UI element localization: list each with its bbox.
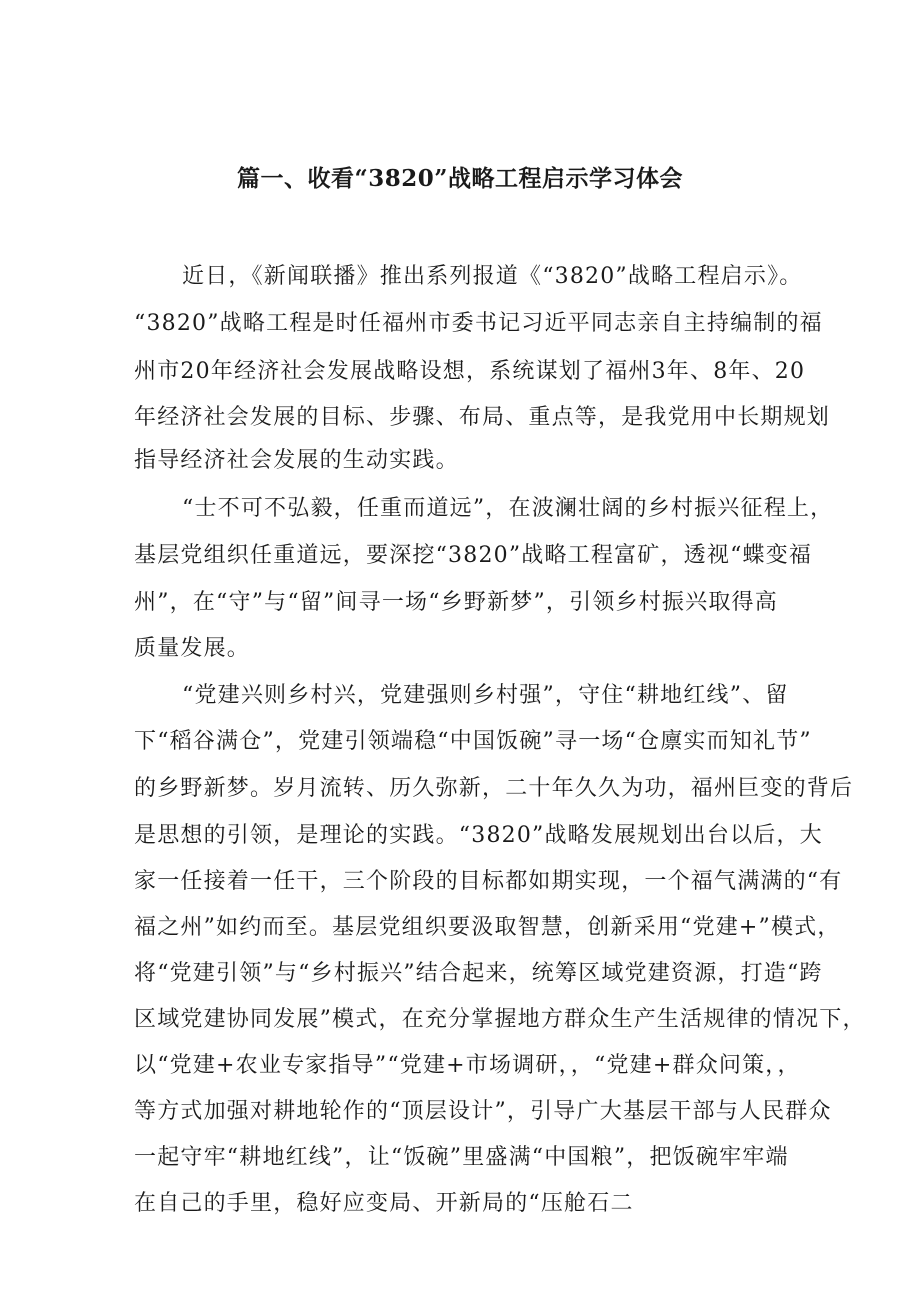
paragraph-2-line-3: 州”，在“守”与“留”间寻一场“乡野新梦”，引领乡村振兴取得高 (134, 590, 778, 615)
paragraph-3-line-12: 在自己的手里，稳好应变局、开新局的“压舱石二 (134, 1191, 634, 1216)
paragraph-3-line-6: 福之州”如约而至。基层党组织要汲取智慧，创新采用“党建+”模式， (134, 915, 841, 940)
page-title: 篇一、收看“3820”战略工程启示学习体会 (237, 165, 683, 192)
paragraph-1-line-3: 州市20年经济社会发展战略设想，系统谋划了福州3年、8年、20 (134, 359, 806, 384)
paragraph-3-line-2: 下“稻谷满仓”，党建引领端稳“中国饭碗”寻一场“仓廪实而知礼节” (134, 729, 812, 754)
paragraph-3-line-10: 等方式加强对耕地轮作的“顶层设计”，引导广大基层干部与人民群众 (134, 1099, 832, 1124)
paragraph-2-line-4: 质量发展。 (134, 636, 251, 661)
paragraph-1-line-2: “3820”战略工程是时任福州市委书记习近平同志亲自主持编制的福 (134, 311, 823, 336)
paragraph-1-line-4: 年经济社会发展的目标、步骤、布局、重点等，是我党用中长期规划 (134, 405, 831, 430)
paragraph-3-line-11: 一起守牢“耕地红线”，让“饭碗”里盛满“中国粮”，把饭碗牢牢端 (134, 1145, 789, 1170)
paragraph-2-line-1: “士不可不弘毅，任重而道远”，在波澜壮阔的乡村振兴征程上， (182, 496, 834, 521)
paragraph-3-line-5: 家一任接着一任干，三个阶段的目标都如期实现，一个福气满满的“有 (134, 869, 843, 894)
paragraph-3-line-7: 将“党建引领”与“乡村振兴”结合起来，统筹区域党建资源，打造“跨 (134, 961, 823, 986)
paragraph-3-line-8: 区域党建协同发展”模式，在充分掌握地方群众生产生活规律的情况下， (134, 1007, 866, 1032)
paragraph-2-line-2: 基层党组织任重道远，要深挖“3820”战略工程富矿，透视“蝶变福 (134, 543, 813, 568)
paragraph-1-line-1: 近日，《新闻联播》推出系列报道《“3820”战略工程启示》。 (182, 264, 803, 289)
paragraph-3-line-3: 的乡野新梦。岁月流转、历久弥新，二十年久久为功，福州巨变的背后 (134, 776, 854, 801)
paragraph-3-line-4: 是思想的引领，是理论的实践。“3820”战略发展规划出台以后，大 (134, 823, 823, 848)
paragraph-3-line-1: “党建兴则乡村兴，党建强则乡村强”，守住“耕地红线”、留 (182, 683, 789, 708)
paragraph-3-line-9: 以“党建+农业专家指导”“党建+市场调研，，“党建+群众问策，， (134, 1053, 801, 1078)
paragraph-1-line-5: 指导经济社会发展的生动实践。 (134, 448, 459, 473)
